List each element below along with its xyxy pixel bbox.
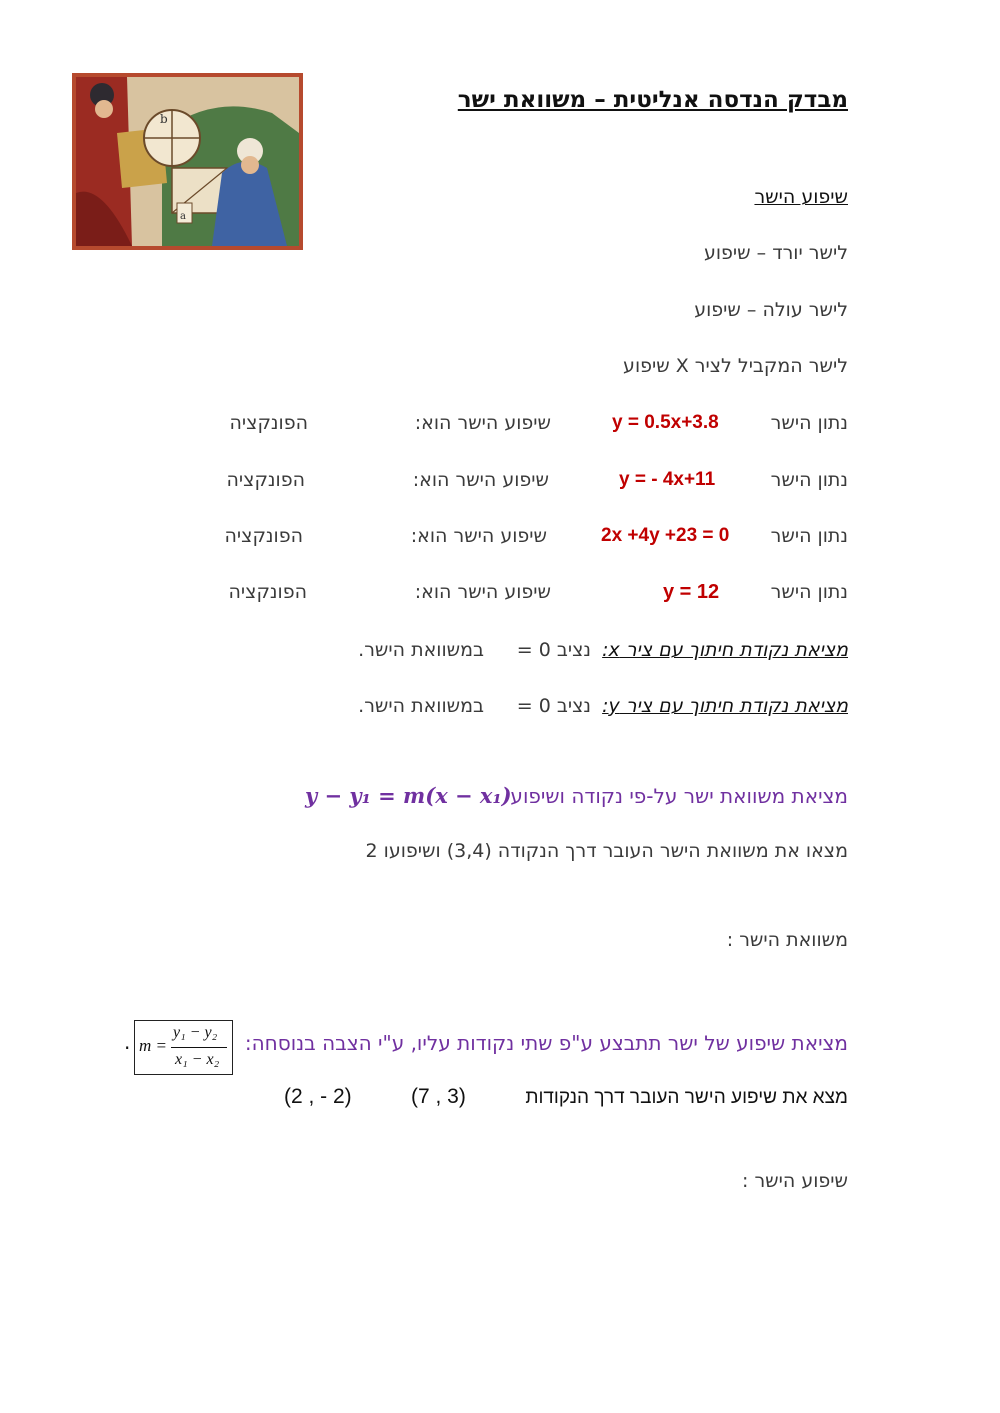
- point-slope-heading: מציאת משוואת ישר על-פי נקודה ושיפוע: [510, 784, 848, 808]
- line-equation-label: משוואת הישר :: [726, 929, 848, 951]
- slope-is-label: שיפוע הישר הוא:: [414, 581, 551, 603]
- slope-line-descending: לישר יורד – שיפוע: [703, 242, 848, 264]
- two-points-heading: מציאת שיפוע של ישר תתבצע ע"פ שתי נקודות עליו, ע"י הצבה בנוסחה:: [244, 1031, 848, 1055]
- exercise-2: מצא את שיפוע הישר העובר דרך הנקודות: [525, 1087, 848, 1108]
- point-b: (2 , - 2): [284, 1085, 352, 1108]
- exercise-1: מצאו את משוואת הישר העובר דרך הנקודה (3,4) ושיפועו 2: [365, 840, 848, 862]
- intersect-y-heading: מציאת נקודת חיתוך עם ציר y:: [602, 695, 848, 717]
- slope-is-label: שיפוע הישר הוא:: [414, 412, 551, 434]
- svg-text:b: b: [160, 112, 168, 126]
- intersect-x-heading: מציאת נקודת חיתוך עם ציר x:: [602, 639, 848, 661]
- given-line-label: נתון הישר: [770, 469, 848, 491]
- svg-text:a: a: [180, 211, 186, 222]
- slope-line-ascending: לישר עולה – שיפוע: [694, 299, 848, 321]
- equation-2: y = - 4x+11: [619, 469, 716, 490]
- substitute-label: נציב 0 =: [516, 695, 591, 717]
- mathematicians-illustration: [72, 73, 303, 250]
- equation-4: y = 12: [663, 581, 720, 603]
- substitute-label: נציב 0 =: [516, 639, 591, 661]
- equation-3: 2x +4y +23 = 0: [601, 525, 730, 546]
- in-equation-label: במשוואת הישר.: [358, 639, 484, 661]
- page-title: מבדק הנדסה אנליטית – משוואת ישר: [457, 87, 848, 113]
- equation-1: y = 0.5x+3.8: [612, 412, 719, 433]
- point-slope-formula: y − y₁ = m(x − x₁): [305, 783, 512, 808]
- fraction-bar: [171, 1047, 227, 1048]
- slope-is-label: שיפוע הישר הוא:: [410, 525, 547, 547]
- slope-answer-label: שיפוע הישר :: [742, 1170, 848, 1192]
- function-label: הפונקציה: [226, 469, 305, 491]
- function-label: הפונקציה: [229, 412, 308, 434]
- period: .: [124, 1030, 131, 1054]
- slope-formula-numerator: y₁ − y₂: [173, 1024, 218, 1041]
- given-line-label: נתון הישר: [770, 412, 848, 434]
- slope-formula-m: m =: [139, 1036, 167, 1055]
- function-label: הפונקציה: [228, 581, 307, 603]
- slope-formula-denominator: x₁ − x₂: [175, 1051, 220, 1068]
- given-line-label: נתון הישר: [770, 525, 848, 547]
- in-equation-label: במשוואת הישר.: [358, 695, 484, 717]
- slope-is-label: שיפוע הישר הוא:: [412, 469, 549, 491]
- function-label: הפונקציה: [224, 525, 303, 547]
- given-line-label: נתון הישר: [770, 581, 848, 603]
- slope-heading: שיפוע הישר: [754, 186, 848, 208]
- slope-line-parallel-x: לישר המקביל לציר X שיפוע: [623, 355, 848, 377]
- point-a: (7 , 3): [411, 1085, 466, 1108]
- slope-formula-box: [134, 1020, 233, 1075]
